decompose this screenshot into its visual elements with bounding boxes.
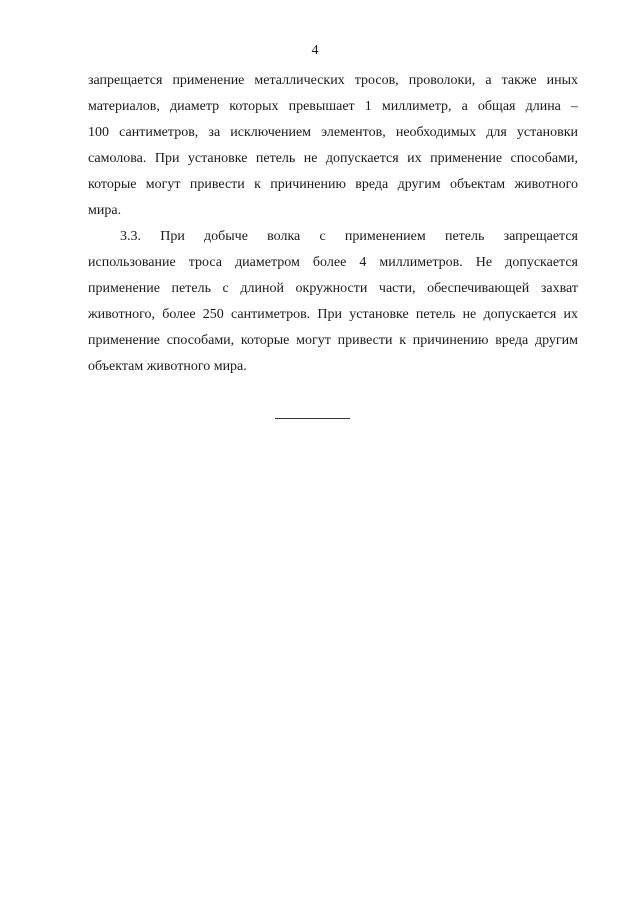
text-line: использование троса диаметром более 4 миллиметров. Не допускается [88,255,578,270]
end-divider-line [275,418,350,419]
paragraph-restrictions-materials [88,68,578,224]
text-line: материалов, диаметр которых превышает 1 миллиметр, а общая длина – [88,99,578,114]
text-line: объектам животного мира. [88,359,247,374]
text-line: применение петель с длиной окружности части, обеспечивающей захват [88,281,578,296]
text-line: животного, более 250 сантиметров. При установке петель не допускается их [88,307,578,322]
text-line: мира. [88,203,122,218]
text-line: самолова. При установке петель не допускается их применение способами, [88,151,578,166]
text-line: применение способами, которые могут привести к причинению вреда другим [88,333,578,348]
page-number: 4 [311,43,319,58]
text-line: 3.3. При добыче волка с применением петель запрещается [120,229,578,244]
paragraph-3-3-wolf-snares [88,224,578,380]
text-line: 100 сантиметров, за исключением элементов, необходимых для установки [88,125,578,140]
document-body [88,68,578,380]
text-line: запрещается применение металлических тросов, проволоки, а также иных [88,73,578,88]
text-line: которые могут привести к причинению вреда другим объектам животного [88,177,578,192]
